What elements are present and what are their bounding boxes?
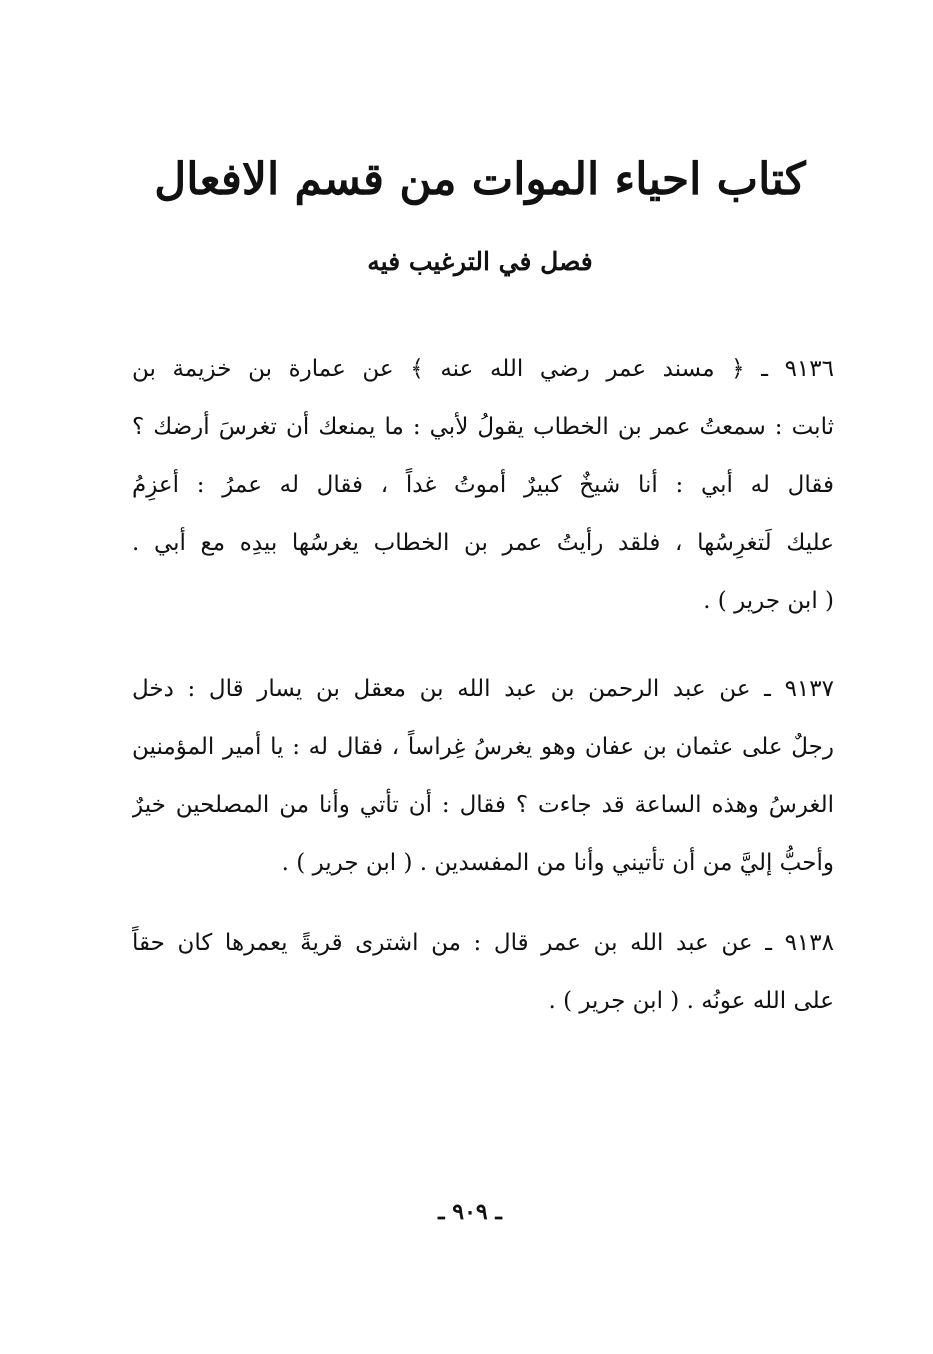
text-line: رجلٌ على عثمان بن عفان وهو يغرسُ غِراساً ، فقال له : يا أمير المؤمنين (132, 734, 834, 760)
page-number: ـ ٩٠٩ ـ (438, 1199, 502, 1225)
book-title: كتاب احياء الموات من قسم الافعال (154, 154, 806, 205)
section-title: فصل في الترغيب فيه (367, 247, 593, 276)
text-line: على الله عونُه . ( ابن جرير ) . (548, 988, 834, 1014)
text-line: وأحبُّ إليَّ من أن تأتيني وأنا من المفسدين . ( ابن جرير ) . (281, 850, 834, 876)
text-line: ٩١٣٨ ـ عن عبد الله بن عمر قال : من اشترى قريةً يعمرها كان حقاً (132, 930, 834, 956)
text-line: ٩١٣٦ ـ ﴿ مسند عمر رضي الله عنه ﴾ عن عمارة بن خزيمة بن (132, 356, 834, 382)
hadith-entry-9138 (132, 914, 834, 1030)
text-line: فقال له أبي : أنا شيخٌ كبيرٌ أموتُ غداً ، فقال له عمرُ : أعزِمُ (132, 472, 834, 498)
text-line: ثابت : سمعتُ عمر بن الخطاب يقولُ لأبي : ما يمنعك أن تغرسَ أرضك ؟ (132, 414, 834, 440)
text-line: عليك لَتغرِسُها ، فلقد رأيتُ عمر بن الخطاب يغرسُها بيدِه مع أبي . (132, 530, 834, 556)
text-line: ٩١٣٧ ـ عن عبد الرحمن بن عبد الله بن معقل بن يسار قال : دخل (132, 676, 834, 702)
text-line: ( ابن جرير ) . (703, 588, 834, 614)
text-line: الغرسُ وهذه الساعة قد جاءت ؟ فقال : أن تأتي وأنا من المصلحين خيرٌ (132, 792, 834, 818)
hadith-entry-9137 (132, 660, 834, 892)
hadith-entry-9136 (132, 340, 834, 630)
